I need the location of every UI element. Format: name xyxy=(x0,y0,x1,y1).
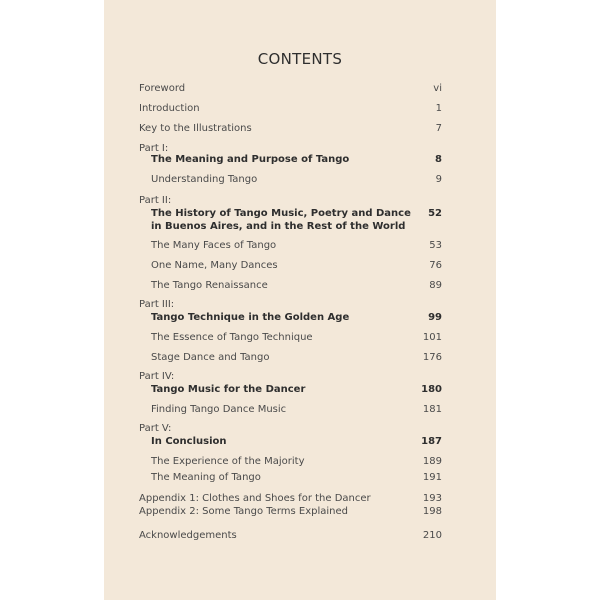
toc-entry-part-1[interactable] xyxy=(104,153,496,167)
toc-entry-label: Tango Technique in the Golden Age xyxy=(151,312,350,323)
toc-entry-page: 189 xyxy=(422,456,442,467)
toc-entry-page: 52 xyxy=(428,208,442,219)
toc-entry-label: The Tango Renaissance xyxy=(151,280,268,291)
part-label: Part III: xyxy=(139,299,175,310)
toc-entry-page: 101 xyxy=(422,332,442,343)
toc-entry-key-illustrations[interactable] xyxy=(104,122,496,136)
toc-entry-label: Foreword xyxy=(139,83,186,94)
toc-entry-stage-dance[interactable] xyxy=(104,351,496,365)
toc-entry-introduction[interactable] xyxy=(104,102,496,116)
contents-title: CONTENTS xyxy=(257,50,343,68)
toc-entry-label: One Name, Many Dances xyxy=(151,260,278,271)
toc-entry-label: Appendix 2: Some Tango Terms Explained xyxy=(139,506,348,517)
toc-entry-renaissance[interactable] xyxy=(104,279,496,293)
toc-entry-label: In Conclusion xyxy=(151,436,227,447)
toc-entry-page: 193 xyxy=(422,493,442,504)
toc-entry-label: Finding Tango Dance Music xyxy=(151,404,287,415)
toc-entry-appendix-1[interactable] xyxy=(104,492,496,506)
toc-entry-part-2-line2 xyxy=(104,220,496,234)
toc-entry-page: 53 xyxy=(429,240,442,251)
part-label: Part V: xyxy=(139,423,172,434)
toc-entry-appendix-2[interactable] xyxy=(104,505,496,519)
toc-entry-page: 7 xyxy=(435,123,442,134)
toc-entry-label: Key to the Illustrations xyxy=(139,123,252,134)
toc-entry-page: 76 xyxy=(429,260,442,271)
toc-entry-label: The History of Tango Music, Poetry and Dance xyxy=(151,208,411,219)
toc-entry-page: 1 xyxy=(435,103,442,114)
toc-entry-label: The Many Faces of Tango xyxy=(151,240,277,251)
toc-entry-part-5[interactable] xyxy=(104,435,496,449)
toc-entry-meaning[interactable] xyxy=(104,471,496,485)
toc-entry-label: The Essence of Tango Technique xyxy=(151,332,313,343)
toc-entry-page: 176 xyxy=(422,352,442,363)
part-label: Part IV: xyxy=(139,371,175,382)
toc-entry-page: 187 xyxy=(421,436,442,447)
toc-entry-understanding-tango[interactable] xyxy=(104,173,496,187)
toc-entry-page: 8 xyxy=(435,154,442,165)
toc-entry-many-faces[interactable] xyxy=(104,239,496,253)
toc-entry-label: in Buenos Aires, and in the Rest of the World xyxy=(151,221,406,232)
toc-entry-label: The Experience of the Majority xyxy=(151,456,305,467)
toc-entry-page: 180 xyxy=(421,384,442,395)
toc-entry-label: Understanding Tango xyxy=(151,174,258,185)
toc-entry-essence[interactable] xyxy=(104,331,496,345)
toc-entry-label: The Meaning and Purpose of Tango xyxy=(151,154,350,165)
toc-entry-page: 210 xyxy=(422,530,442,541)
toc-entry-label: Acknowledgements xyxy=(139,530,237,541)
toc-entry-label: The Meaning of Tango xyxy=(151,472,261,483)
toc-entry-part-2[interactable] xyxy=(104,207,496,221)
toc-entry-part-3[interactable] xyxy=(104,311,496,325)
toc-entry-label: Introduction xyxy=(139,103,200,114)
toc-entry-one-name[interactable] xyxy=(104,259,496,273)
toc-entry-label: Stage Dance and Tango xyxy=(151,352,270,363)
toc-entry-experience[interactable] xyxy=(104,455,496,469)
toc-entry-foreword[interactable] xyxy=(104,82,496,96)
toc-entry-page: 9 xyxy=(435,174,442,185)
toc-entry-page: 89 xyxy=(429,280,442,291)
toc-entry-label: Appendix 1: Clothes and Shoes for the Dancer xyxy=(139,493,371,504)
toc-entry-acknowledgements[interactable] xyxy=(104,529,496,543)
toc-entry-page: 198 xyxy=(422,506,442,517)
toc-entry-page: 191 xyxy=(422,472,442,483)
toc-entry-page: 181 xyxy=(422,404,442,415)
toc-entry-page: 99 xyxy=(428,312,442,323)
part-label: Part II: xyxy=(139,195,172,206)
toc-entry-page: vi xyxy=(433,83,442,94)
book-page xyxy=(104,0,496,600)
toc-entry-label: Tango Music for the Dancer xyxy=(151,384,306,395)
toc-entry-finding-music[interactable] xyxy=(104,403,496,417)
part-label: Part I: xyxy=(139,143,169,154)
toc-entry-part-4[interactable] xyxy=(104,383,496,397)
